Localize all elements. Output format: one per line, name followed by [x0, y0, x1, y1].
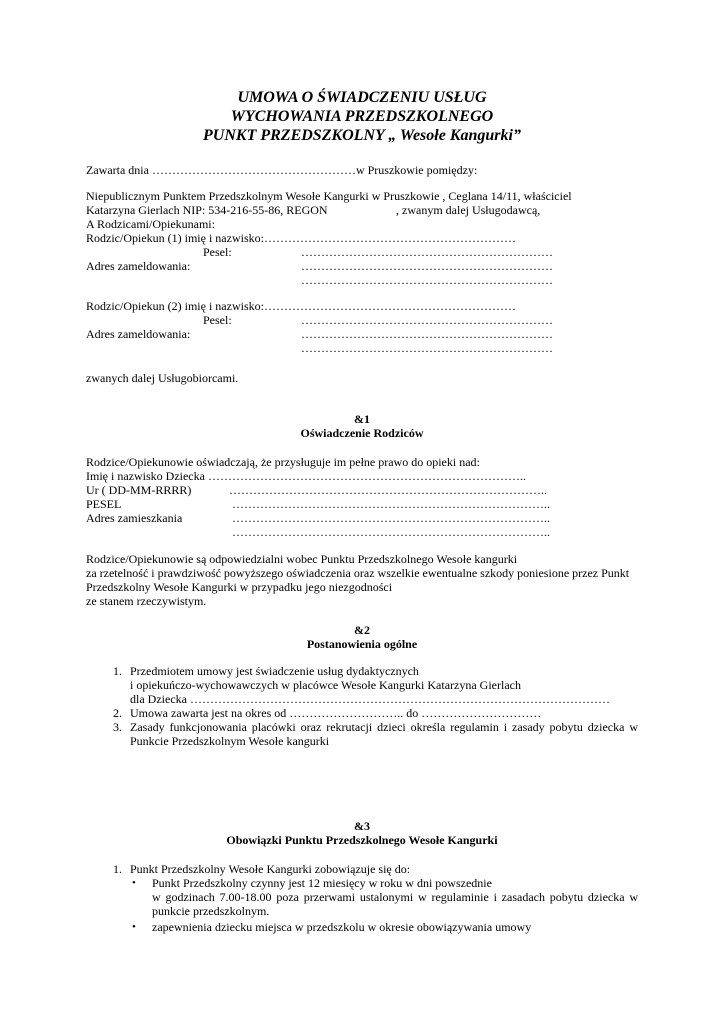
parent-1-pesel-label: Pesel:	[203, 245, 232, 259]
parent-1-address-label: Adres zameldowania:	[86, 259, 191, 273]
parent-2-address-dots-2: ………………………………………………………	[301, 341, 553, 355]
s3-item-1: Punkt Przedszkolny Wesołe Kangurki zobowiązuje się do:	[130, 862, 411, 876]
s3-bullet-2: zapewnienia dziecku miejsca w przedszkolu w okresie obowiązywania umowy	[152, 920, 532, 934]
section-2-number: &2	[354, 623, 370, 637]
section-1-heading: Oświadczenie Rodziców	[300, 426, 424, 440]
provider-line-2: Katarzyna Gierlach NIP: 534-216-55-86, REGON	[86, 203, 328, 217]
provider-line-2-tail: , zwanym dalej Usługodawcą,	[396, 203, 541, 217]
s1-born-label: Ur ( DD-MM-RRRR)	[86, 483, 192, 497]
contract-date-line: Zawarta dnia ……………………………………………w Pruszkowie pomiędzy:	[86, 163, 478, 177]
clients-label: zwanych dalej Usługobiorcami.	[86, 371, 239, 385]
s2-item-3: Zasady funkcjonowania placówki oraz rekrutacji dzieci określa regulamin i zasady pobytu dziecka w Punkcie Przedszkolnym Wesołe kangurki	[130, 720, 638, 748]
title-line-2: WYCHOWANIA PRZEDSZKOLNEGO	[230, 108, 494, 125]
parent-1-name: Rodzic/Opiekun (1) imię i nazwisko:………………………………………………………	[86, 231, 516, 245]
bullet-icon: •	[132, 921, 136, 933]
s2-item-2: Umowa zawarta jest na okres od ……………………….. do …………………………	[130, 706, 542, 720]
s1-resp-line-2: za rzetelność i prawdziwość powyższego oświadczenia oraz wszelkie ewentualne szkody poniesione przez Punkt	[86, 566, 630, 580]
parent-1-pesel-dots: ………………………………………………………	[301, 245, 553, 259]
parent-2-name: Rodzic/Opiekun (2) imię i nazwisko:………………………………………………………	[86, 299, 516, 313]
parent-2-pesel-dots: ………………………………………………………	[301, 313, 553, 327]
s1-pesel-dots: ……………………………………………………………………..	[232, 497, 550, 511]
s1-resp-line-1: Rodzice/Opiekunowie są odpowiedzialni wobec Punktu Przedszkolnego Wesołe kangurki	[86, 552, 518, 566]
s1-resp-line-3: Przedszkolny Wesołe Kangurki w przypadku jego niezgodności	[86, 580, 393, 594]
s1-child-name: Imię i nazwisko Dziecka ……………………………………………………………………..	[86, 469, 526, 483]
s1-lead: Rodzice/Opiekunowie oświadczają, że przysługuje im pełne prawo do opieki nad:	[86, 455, 480, 469]
s1-address-dots-2: ……………………………………………………………………..	[232, 525, 550, 539]
s3-bullet-1-line-1: Punkt Przedszkolny czynny jest 12 miesięcy w roku w dni powszednie	[152, 876, 492, 890]
parent-2-address-label: Adres zameldowania:	[86, 327, 191, 341]
title-line-1: UMOWA O ŚWIADCZENIU USŁUG	[237, 89, 487, 106]
parent-2-pesel-label: Pesel:	[203, 313, 232, 327]
section-3-heading: Obowiązki Punktu Przedszkolnego Wesołe Kangurki	[226, 833, 498, 847]
parents-intro: A Rodzicami/Opiekunami:	[86, 217, 215, 231]
provider-line-1: Niepublicznym Punktem Przedszkolnym Wesołe Kangurki w Pruszkowie , Ceglana 14/11, właściciel	[86, 189, 572, 203]
s3-item-1-number: 1.	[113, 862, 122, 876]
s2-item-2-number: 2.	[113, 706, 122, 720]
s2-item-1-number: 1.	[113, 664, 122, 678]
section-3-number: &3	[354, 819, 370, 833]
parent-2-address-dots: ………………………………………………………	[301, 327, 553, 341]
s2-item-1-line-3: dla Dziecka ……………………………………………………………………………………………	[130, 692, 610, 706]
s2-item-1-line-1: Przedmiotem umowy jest świadczenie usług dydaktycznych	[130, 664, 419, 678]
s1-born-dots: ……………………………………………………………………..	[229, 483, 547, 497]
s3-bullet-1-body: w godzinach 7.00-18.00 poza przerwami ustalonymi w regulaminie i zasadach pobytu dziecka w punkcie przedszkolnym.	[152, 890, 638, 918]
s1-address-label: Adres zamieszkania	[86, 511, 183, 525]
s1-pesel-label: PESEL	[86, 497, 122, 511]
parent-1-address-dots-2: ………………………………………………………	[301, 273, 553, 287]
parent-1-address-dots: ………………………………………………………	[301, 259, 553, 273]
s2-item-3-number: 3.	[113, 720, 122, 734]
title-line-3: PUNKT PRZEDSZKOLNY „ Wesołe Kangurki”	[203, 127, 521, 144]
section-1-number: &1	[354, 412, 370, 426]
s1-resp-line-4: ze stanem rzeczywistym.	[86, 594, 207, 608]
s1-address-dots: ……………………………………………………………………..	[232, 511, 550, 525]
s2-item-1-line-2: i opiekuńczo-wychowawczych w placówce Wesołe Kangurki Katarzyna Gierlach	[130, 678, 521, 692]
section-2-heading: Postanowienia ogólne	[306, 637, 418, 651]
bullet-icon: •	[132, 877, 136, 889]
